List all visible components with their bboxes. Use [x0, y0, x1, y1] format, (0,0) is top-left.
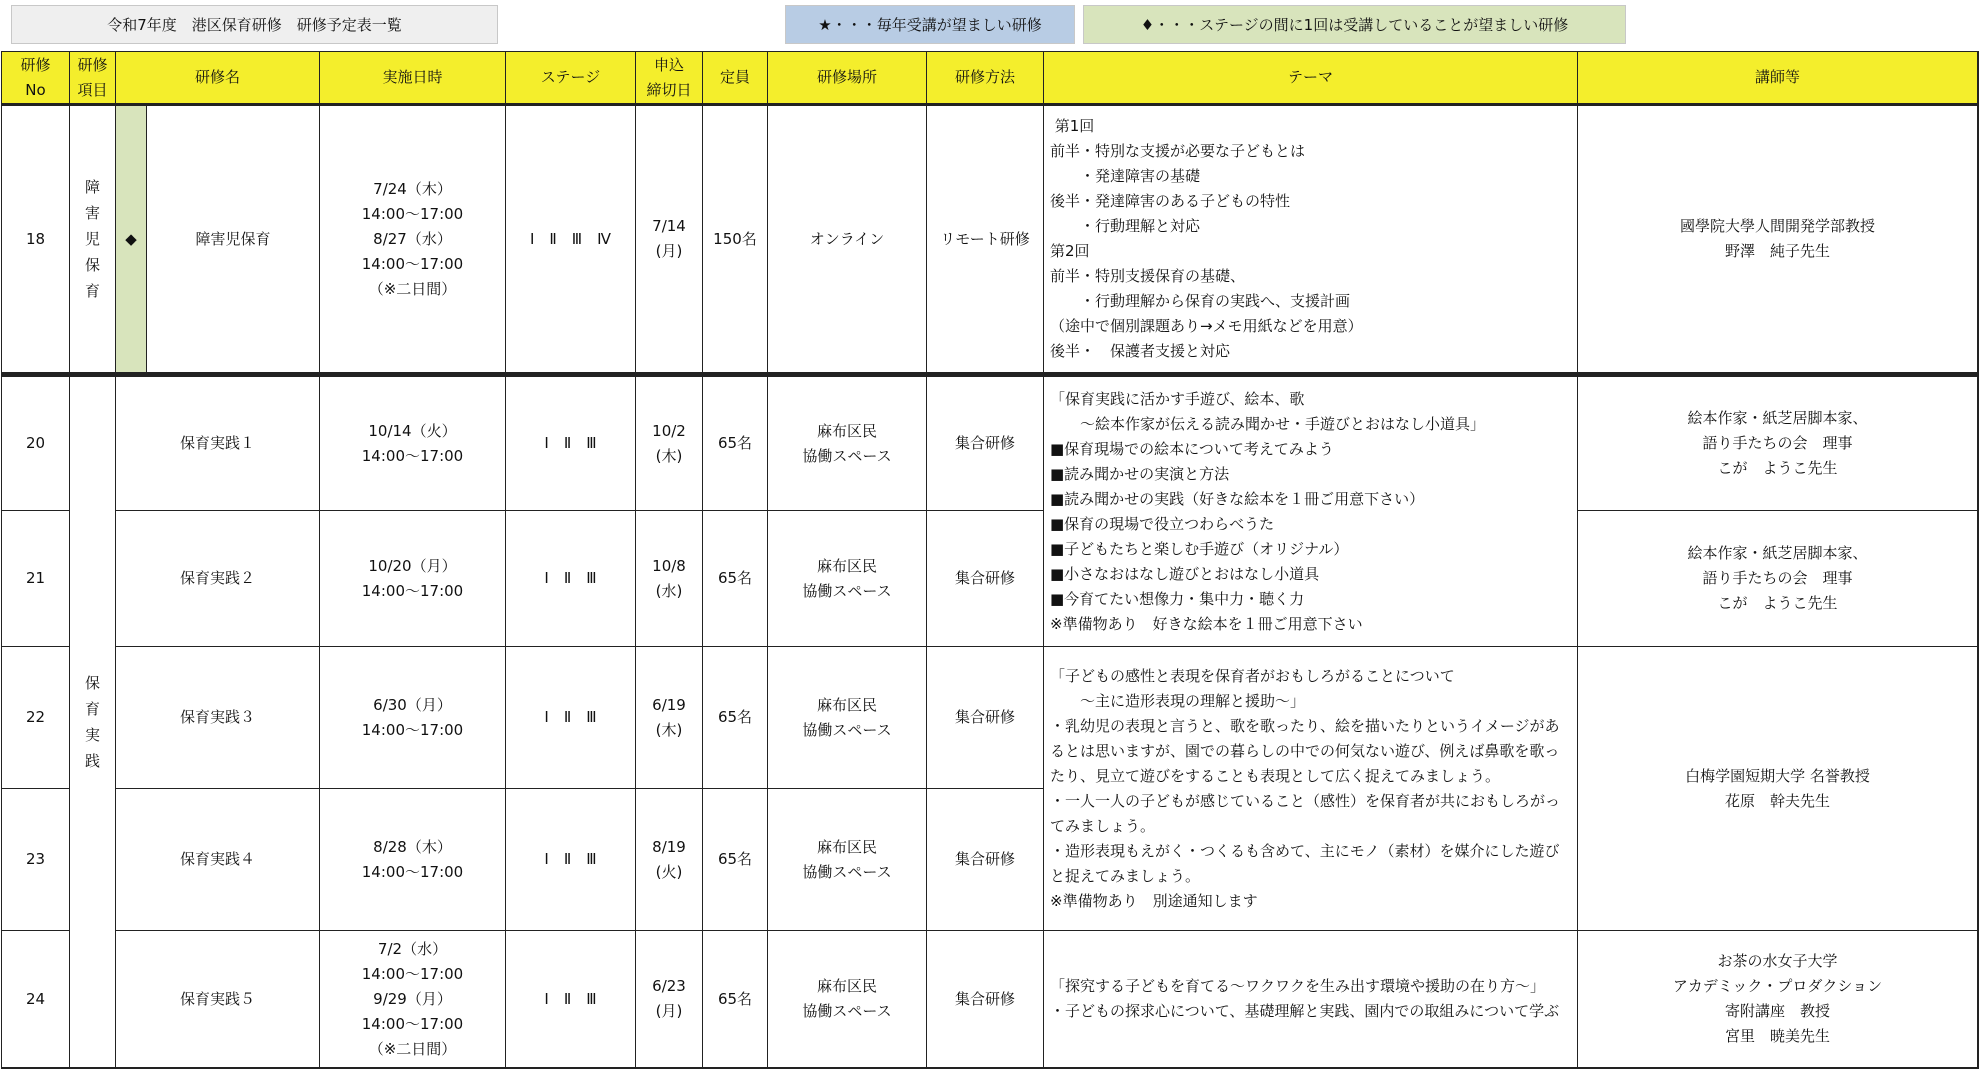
course-name — [116, 931, 320, 1068]
course-capacity — [703, 106, 768, 373]
course-name — [147, 106, 320, 373]
course-method-line: 集合研修 — [954, 434, 1015, 452]
course-method-line: リモート研修 — [940, 229, 1030, 248]
course-stage — [506, 511, 636, 647]
course-capacity — [703, 789, 768, 931]
course-theme-line: ※準備物あり 別途通知します — [1050, 891, 1258, 910]
page-title: 令和7年度 港区保育研修 研修予定表一覧 — [107, 16, 402, 34]
course-theme — [1044, 377, 1578, 647]
course-date — [320, 789, 506, 931]
course-capacity-line: 65名 — [717, 850, 753, 868]
course-name-line: 保育実践３ — [179, 708, 255, 726]
course-place — [768, 377, 927, 511]
course-theme-line: ■保育の現場で役立つわらべうた — [1050, 514, 1275, 533]
course-theme-line: 前半・特別な支援が必要な子どもとは — [1050, 142, 1306, 160]
legend-diamond-text: ♦・・・ステージの間に1回は受講していることが望ましい研修 — [1140, 16, 1569, 34]
course-deadline-line: 6/23 — [652, 977, 686, 995]
course-stage — [506, 931, 636, 1068]
course-lecturer-line: 宮里 暁美先生 — [1724, 1027, 1830, 1045]
course-place-line: 協働スペース — [802, 720, 892, 739]
course-date-line: （※二日間） — [368, 279, 457, 298]
course-date-line: 14:00～17:00 — [361, 204, 464, 223]
course-capacity-line: 65名 — [717, 434, 753, 452]
course-lecturer-line: お茶の水女子大学 — [1717, 952, 1838, 970]
course-theme-line: と捉えてみましょう。 — [1050, 866, 1201, 885]
row-no-line: 18 — [25, 229, 46, 248]
course-capacity-line: 150名 — [713, 229, 757, 248]
course-date-line: 10/14（火） — [368, 421, 457, 440]
course-deadline-line: 10/8 — [652, 556, 686, 575]
course-name-line: 保育実践１ — [179, 434, 255, 452]
course-place-line: 麻布区民 — [816, 421, 877, 440]
header-no-line: 研修 — [20, 55, 51, 74]
header-place-line: 研修場所 — [816, 68, 877, 86]
course-lecturer — [1578, 647, 1978, 931]
header-date — [320, 52, 506, 104]
course-date-line: 7/2（水） — [377, 939, 448, 958]
course-method — [927, 789, 1044, 931]
category-practice-line: 育 — [84, 700, 100, 718]
course-method-line: 集合研修 — [954, 850, 1015, 868]
course-date — [320, 647, 506, 789]
course-lecturer — [1578, 511, 1978, 647]
course-place-line: 協働スペース — [802, 446, 892, 465]
course-deadline-line: (月) — [655, 1002, 683, 1020]
course-date-line: 8/27（水） — [373, 229, 452, 248]
legend-star-text: ★・・・毎年受講が望ましい研修 — [818, 16, 1042, 34]
course-lecturer — [1578, 931, 1978, 1068]
course-place-line: 協働スペース — [802, 581, 892, 600]
header-method — [927, 52, 1044, 104]
course-stage-line: Ⅰ Ⅱ Ⅲ — [544, 708, 597, 726]
course-theme-line: ～主に造形表現の理解と援助～」 — [1050, 691, 1306, 710]
header-item-line: 研修 — [77, 55, 108, 74]
course-name-line: 保育実践４ — [179, 850, 255, 868]
category-disability-line: 児 — [84, 230, 100, 248]
course-stage — [506, 789, 636, 931]
course-date-line: 14:00～17:00 — [361, 964, 464, 983]
category-disability-line: 育 — [84, 282, 100, 300]
category-disability-line: 障 — [84, 178, 100, 196]
course-date — [320, 106, 506, 373]
course-theme-line: ■読み聞かせの実践（好きな絵本を１冊ご用意下さい） — [1050, 489, 1425, 508]
course-theme-line: ・乳幼児の表現と言うと、歌を歌ったり、絵を描いたりというイメージがあ — [1050, 716, 1560, 735]
course-date-line: 6/30（月） — [373, 695, 452, 714]
course-stage-line: Ⅰ Ⅱ Ⅲ — [544, 434, 597, 452]
course-theme-line: ■今育てたい想像力・集中力・聴く力 — [1050, 589, 1305, 608]
row-no — [2, 931, 70, 1068]
course-date-line: 10/20（月） — [368, 556, 457, 575]
course-theme-line: ※準備物あり 好きな絵本を１冊ご用意下さい — [1050, 614, 1363, 633]
course-name-line: 保育実践５ — [179, 989, 255, 1008]
header-no — [2, 52, 70, 104]
course-capacity-line: 65名 — [717, 569, 753, 587]
category-practice-line: 実 — [84, 726, 100, 744]
course-place-line: 協働スペース — [802, 862, 892, 881]
row-no-line: 24 — [25, 989, 46, 1008]
course-method — [927, 377, 1044, 511]
course-lecturer-line: 語り手たちの会 理事 — [1702, 434, 1853, 452]
course-stage — [506, 647, 636, 789]
course-stage — [506, 377, 636, 511]
course-date — [320, 931, 506, 1068]
course-place — [768, 931, 927, 1068]
header-method-line: 研修方法 — [954, 68, 1015, 86]
diamond-mark-line: ◆ — [125, 229, 137, 248]
header-stage-line: ステージ — [540, 68, 601, 86]
course-theme-line: ■子どもたちと楽しむ手遊び（オリジナル） — [1050, 539, 1349, 558]
course-lecturer-line: 白梅学園短期大学 名誉教授 — [1685, 766, 1870, 785]
course-deadline-line: (木) — [655, 446, 683, 465]
course-theme-line: ・一人一人の子どもが感じていること（感性）を保育者が共におもしろがっ — [1050, 791, 1561, 810]
course-stage-line: Ⅰ Ⅱ Ⅲ — [544, 989, 597, 1008]
course-deadline-line: 7/14 — [652, 217, 686, 235]
row-no — [2, 789, 70, 931]
header-deadline — [636, 52, 703, 104]
course-place-line: オンライン — [809, 229, 885, 248]
course-theme-line: ・子どもの探求心について、基礎理解と実践、園内での取組みについて学ぶ — [1050, 1002, 1560, 1020]
course-theme-line: ・発達障害の基礎 — [1050, 167, 1201, 185]
course-name — [116, 789, 320, 931]
course-deadline-line: (火) — [655, 862, 683, 881]
course-date-line: 14:00～17:00 — [361, 254, 464, 273]
header-name — [116, 52, 320, 104]
course-theme-line: 「子どもの感性と表現を保育者がおもしろがることについて — [1050, 666, 1455, 685]
course-theme-line: てみましょう。 — [1050, 816, 1156, 835]
course-name-line: 障害児保育 — [195, 229, 271, 248]
row-no-line: 20 — [25, 434, 46, 452]
header-date-line: 実施日時 — [382, 68, 443, 86]
course-place — [768, 647, 927, 789]
course-deadline-line: (木) — [655, 720, 683, 739]
course-theme-line: たり、見立て遊びをすることも表現として広く捉えてみましょう。 — [1050, 766, 1501, 785]
header-item — [70, 52, 116, 104]
course-place — [768, 106, 927, 373]
course-deadline — [636, 377, 703, 511]
header-theme — [1044, 52, 1578, 104]
course-method — [927, 106, 1044, 373]
course-theme-line: ・行動理解と対応 — [1050, 217, 1201, 235]
course-lecturer — [1578, 106, 1978, 373]
course-lecturer-line: 絵本作家・紙芝居脚本家、 — [1687, 544, 1868, 562]
course-theme-line: ・造形表現もえがく・つくるも含めて、主にモノ（素材）を媒介にした遊び — [1050, 841, 1560, 860]
course-capacity — [703, 647, 768, 789]
header-name-line: 研修名 — [194, 68, 240, 86]
course-theme-line: ～絵本作家が伝える読み聞かせ・手遊びとおはなし小道具」 — [1050, 414, 1486, 433]
course-method — [927, 931, 1044, 1068]
header-deadline-line: 締切日 — [646, 80, 692, 99]
course-deadline-line: 10/2 — [652, 421, 686, 440]
course-place-line: 麻布区民 — [816, 695, 877, 714]
course-capacity-line: 65名 — [717, 989, 753, 1008]
course-method — [927, 647, 1044, 789]
course-capacity — [703, 931, 768, 1068]
course-theme-line: 「探究する子どもを育てる～ワクワクを生み出す環境や援助の在り方～」 — [1050, 977, 1546, 995]
course-lecturer-line: こが ようこ先生 — [1717, 459, 1838, 477]
row-no-line: 23 — [25, 850, 46, 868]
row-no — [2, 377, 70, 511]
course-deadline — [636, 931, 703, 1068]
course-lecturer-line: 寄附講座 教授 — [1724, 1002, 1830, 1020]
course-lecturer-line: こが ようこ先生 — [1717, 594, 1838, 612]
course-place-line: 麻布区民 — [816, 556, 877, 575]
course-theme-line: ■保育現場での絵本について考えてみよう — [1050, 439, 1334, 458]
category-disability-line: 保 — [84, 256, 100, 274]
course-lecturer-line: 花原 幹夫先生 — [1724, 791, 1830, 810]
course-place — [768, 511, 927, 647]
course-deadline — [636, 789, 703, 931]
header-no-line: No — [25, 80, 46, 99]
row-no-line: 22 — [25, 708, 46, 726]
category-practice-line: 保 — [84, 674, 100, 692]
course-capacity-line: 65名 — [717, 708, 753, 726]
course-theme-line: 後半・ 保護者支援と対応 — [1050, 342, 1231, 360]
course-theme — [1044, 647, 1578, 931]
category-disability-line: 害 — [84, 204, 100, 222]
course-deadline-line: (水) — [655, 581, 683, 600]
course-theme-line: ・行動理解から保育の実践へ、支援計画 — [1050, 292, 1351, 310]
course-deadline-line: 6/19 — [652, 695, 686, 714]
course-theme-line: ■読み聞かせの実演と方法 — [1050, 464, 1230, 483]
course-method-line: 集合研修 — [954, 569, 1015, 587]
category-practice — [70, 377, 116, 1068]
course-date-line: 14:00～17:00 — [361, 1014, 464, 1033]
header-capacity — [703, 52, 768, 104]
header-place — [768, 52, 927, 104]
course-lecturer-line: 國學院大學人間開発学部教授 — [1679, 217, 1875, 235]
course-deadline — [636, 647, 703, 789]
row-no — [2, 647, 70, 789]
row-no — [2, 511, 70, 647]
course-place-line: 麻布区民 — [816, 837, 877, 856]
course-date-line: 8/28（木） — [373, 837, 452, 856]
header-deadline-line: 申込 — [653, 55, 684, 74]
category-disability — [70, 106, 116, 373]
course-date — [320, 511, 506, 647]
course-deadline — [636, 106, 703, 373]
course-method-line: 集合研修 — [954, 708, 1015, 726]
course-stage-line: Ⅰ Ⅱ Ⅲ — [544, 569, 597, 587]
course-name — [116, 511, 320, 647]
course-date-line: 7/24（木） — [373, 179, 452, 198]
header-item-line: 項目 — [77, 80, 108, 99]
row-no-line: 21 — [25, 569, 46, 587]
course-lecturer — [1578, 377, 1978, 511]
course-theme-line: （途中で個別課題あり→メモ用紙などを用意） — [1050, 317, 1363, 335]
course-date — [320, 377, 506, 511]
course-capacity — [703, 377, 768, 511]
header-lecturer-line: 講師等 — [1754, 68, 1800, 86]
row-no — [2, 106, 70, 373]
course-capacity — [703, 511, 768, 647]
course-name — [116, 647, 320, 789]
course-theme — [1044, 106, 1578, 373]
course-theme-line: 第1回 — [1050, 117, 1095, 135]
header-theme-line: テーマ — [1287, 68, 1333, 86]
course-lecturer-line: アカデミック・プロダクション — [1672, 977, 1883, 995]
course-place-line: 協働スペース — [802, 1002, 892, 1020]
header-capacity-line: 定員 — [719, 68, 750, 86]
course-deadline-line: (月) — [655, 242, 683, 260]
course-place — [768, 789, 927, 931]
course-date-line: （※二日間） — [368, 1039, 457, 1058]
course-theme-line: 前半・特別支援保育の基礎、 — [1050, 267, 1246, 285]
header-lecturer — [1578, 52, 1978, 104]
course-stage-line: Ⅰ Ⅱ Ⅲ Ⅳ — [530, 229, 611, 248]
header-stage — [506, 52, 636, 104]
course-deadline-line: 8/19 — [652, 837, 686, 856]
diamond-mark — [116, 106, 147, 373]
course-theme-line: 後半・発達障害のある子どもの特性 — [1050, 192, 1291, 210]
course-lecturer-line: 絵本作家・紙芝居脚本家、 — [1687, 409, 1868, 427]
course-theme-line: ■小さなおはなし遊びとおはなし小道具 — [1050, 564, 1320, 583]
course-lecturer-line: 野澤 純子先生 — [1724, 242, 1830, 260]
course-theme-line: 「保育実践に活かす手遊び、絵本、歌 — [1050, 389, 1305, 408]
course-method — [927, 511, 1044, 647]
course-date-line: 14:00～17:00 — [361, 720, 464, 739]
course-stage — [506, 106, 636, 373]
course-method-line: 集合研修 — [954, 989, 1015, 1008]
course-theme — [1044, 931, 1578, 1068]
course-theme-line: るとは思いますが、園での暮らしの中での何気ない遊び、例えば鼻歌を歌っ — [1050, 741, 1560, 760]
course-date-line: 14:00～17:00 — [361, 862, 464, 881]
course-name — [116, 377, 320, 511]
course-name-line: 保育実践２ — [179, 569, 255, 587]
course-theme-line: 第2回 — [1050, 242, 1090, 260]
course-date-line: 14:00～17:00 — [361, 581, 464, 600]
course-place-line: 麻布区民 — [816, 977, 877, 995]
category-practice-line: 践 — [84, 752, 100, 770]
course-deadline — [636, 511, 703, 647]
course-lecturer-line: 語り手たちの会 理事 — [1702, 569, 1853, 587]
course-stage-line: Ⅰ Ⅱ Ⅲ — [544, 850, 597, 868]
course-date-line: 9/29（月） — [373, 989, 452, 1008]
course-date-line: 14:00～17:00 — [361, 446, 464, 465]
